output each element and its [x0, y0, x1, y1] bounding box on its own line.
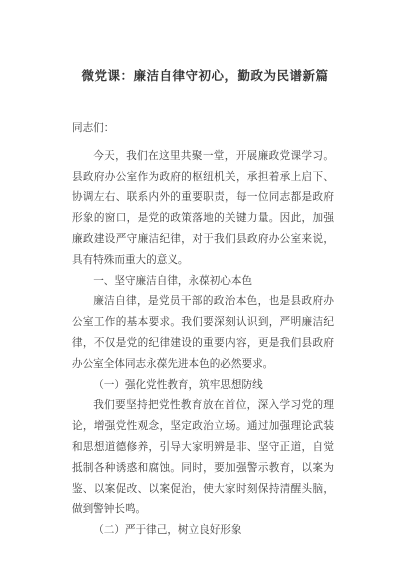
paragraph-intro: 今天，我们在这里共聚一堂，开展廉政党课学习。县政府办公室作为政府的枢纽机关，承担着承上启下、协调左右、联系内外的重要职责，每一位同志都是政府形象的窗口，是党的政策落地的关键力量。因此，加强廉政建设严守廉洁纪律，对于我们县政府办公室来说，具有特殊而重大的意义。	[72, 149, 334, 266]
subsection-heading-1: （一）强化党性教育，筑牢思想防线	[93, 378, 263, 391]
document-body	[72, 118, 334, 541]
section-heading-1: 一、坚守廉洁自律，永葆初心本色	[93, 274, 253, 287]
paragraph-section-1: 廉洁自律，是党员干部的政治本色，也是县政府办公室工作的基本要求。我们要深刻认识到，严明廉洁纪律，不仅是党的纪律建设的重要内容，更是我们县政府办公室全体同志永葆先进本色的必然要求。	[72, 295, 334, 370]
paragraph-subsection-1: 我们要坚持把党性教育放在首位，深入学习党的理论，增强党性观念，坚定政治立场。通过加强理论武装和思想道德修养，引导大家明辨是非、坚守正道，自觉抵制各种诱惑和腐蚀。同时，要加强警示教育，以案为鉴、以案促改、以案促治，使大家时刻保持清醒头脑，做到警钟长鸣。	[72, 399, 334, 516]
salutation: 同志们：	[72, 122, 115, 134]
document-title: 微党课：廉洁自律守初心，勤政为民谱新篇	[81, 68, 329, 83]
subsection-heading-2: （二）严于律己，树立良好形象	[93, 524, 242, 537]
